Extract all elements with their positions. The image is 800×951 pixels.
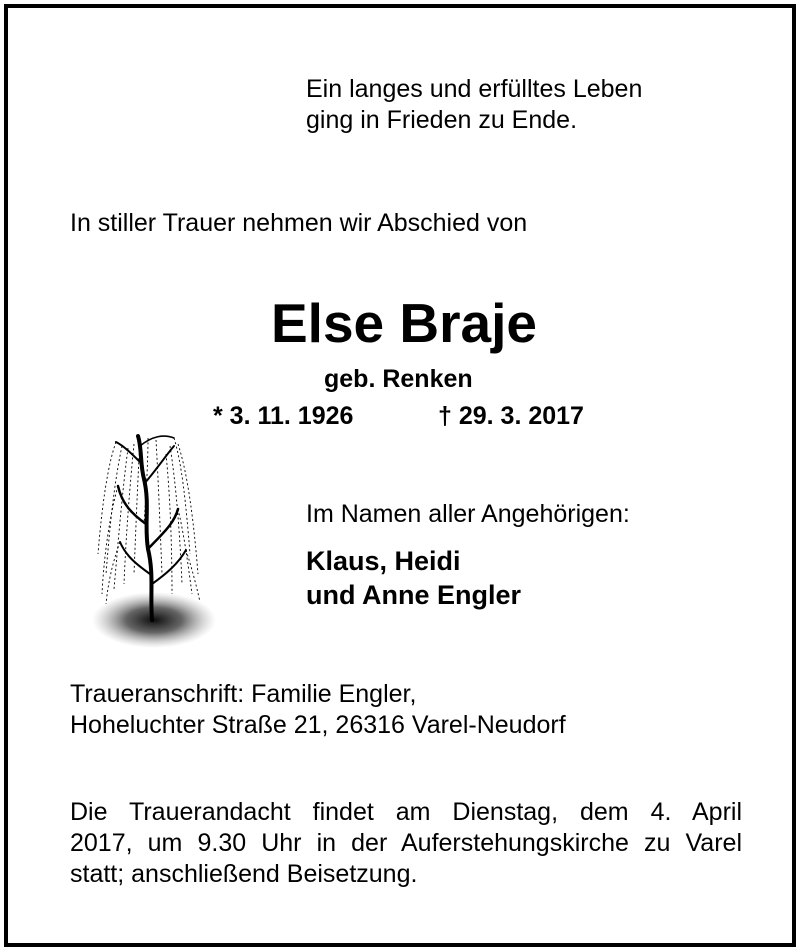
- service-line: statt; anschließend Beisetzung.: [70, 860, 418, 888]
- deceased-name: Else Braje: [270, 292, 537, 354]
- family-name-line: und Anne Engler: [306, 580, 521, 610]
- farewell-intro: In stiller Trauer nehmen wir Abschied von: [70, 209, 528, 237]
- address-line: Hoheluchter Straße 21, 26316 Varel-Neudorf: [70, 711, 566, 739]
- funeral-service-info: [70, 797, 742, 890]
- service-line: 2017, um 9.30 Uhr in der Auferstehungskirche zu Varel: [70, 829, 742, 857]
- weeping-willow-image: [82, 424, 222, 656]
- death-date: † 29. 3. 2017: [438, 402, 584, 430]
- obituary-notice: [4, 4, 796, 947]
- verse-line: ging in Frieden zu Ende.: [306, 106, 578, 134]
- verse-line: Ein langes und erfülltes Leben: [306, 75, 643, 103]
- family-intro: Im Namen aller Angehörigen:: [306, 500, 630, 528]
- family-name-line: Klaus, Heidi: [306, 546, 461, 576]
- verse: [306, 74, 642, 136]
- mourning-address: [70, 679, 566, 741]
- family-names: [306, 544, 521, 612]
- address-line: Traueranschrift: Familie Engler,: [70, 680, 417, 708]
- maiden-name: geb. Renken: [324, 365, 473, 393]
- service-line: Die Trauerandacht findet am Dienstag, dem 4. April: [70, 798, 742, 826]
- birth-date: * 3. 11. 1926: [213, 402, 354, 430]
